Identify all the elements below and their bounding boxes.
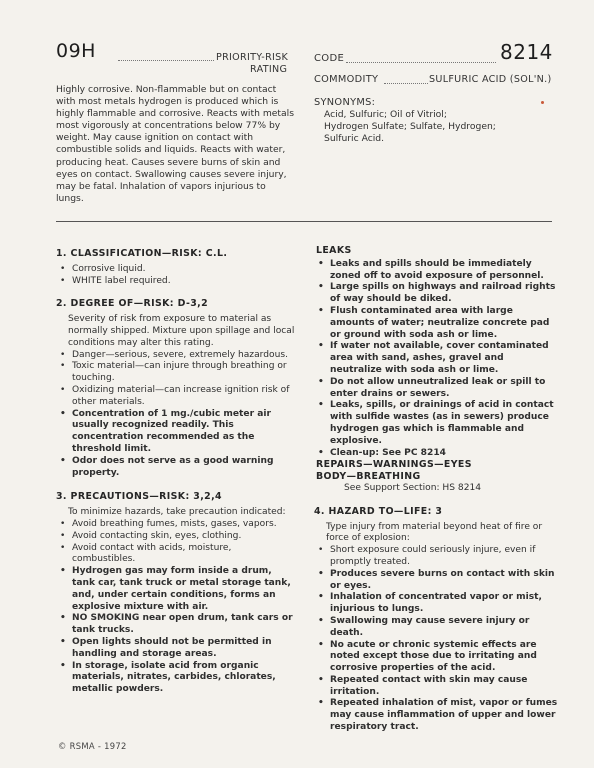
repairs-heading: REPAIRS—WARNINGS—EYES (316, 459, 472, 471)
list-item: • In storage, isolate acid from organic materials, nitrates, carbides, chlorates, metallic powders. (60, 660, 276, 695)
repairs-heading: BODY—BREATHING (316, 471, 421, 483)
list-item: • Open lights should not be permitted in handling and storage areas. (60, 636, 272, 659)
leader-line (346, 62, 496, 63)
list-item: • Danger—serious, severe, extremely hazardous. (60, 349, 288, 360)
list-item: • If water not available, cover contaminated area with sand, ashes, gravel and neutralize with soda ash or lime. (318, 341, 549, 375)
synonyms-list (324, 109, 496, 145)
list-item: • WHITE label required. (60, 275, 171, 286)
section-intro: To minimize hazards, take precaution indicated: (68, 507, 286, 518)
commodity-value: SULFURIC ACID (SOL'N.) (429, 74, 552, 85)
synonym-line: Acid, Sulfuric; Oil of Vitriol; (324, 109, 447, 120)
list-item: • No acute or chronic systemic effects are noted except those due to irritating and corrosive properties of the acid. (318, 639, 537, 674)
list-item: • Oxidizing material—can increase ignition risk of other materials. (60, 384, 290, 407)
section-precautions (56, 491, 296, 696)
list-item: • Produces severe burns on contact with skin or eyes. (318, 568, 555, 591)
section-heading: 1. CLASSIFICATION—RISK: C.L. (56, 248, 228, 259)
list-item: • Odor does not serve as a good warning property. (60, 455, 274, 478)
list-item: • Hydrogen gas may form inside a drum, tank car, tank truck or metal storage tank, and, under certain conditions, forms an explosive mixture with air. (60, 566, 291, 612)
list-item: • Toxic material—can injure through breathing or touching. (60, 361, 287, 384)
leader-line (118, 60, 214, 61)
section-intro: Type injury from material beyond heat of fire or force of explosion: (326, 521, 543, 544)
list-item: • Inhalation of concentrated vapor or mist, injurious to lungs. (318, 592, 542, 615)
list-item: • Leaks, spills, or drainings of acid in contact with sulfide wastes (as in sewers) produce hydrogen gas which is flammable and explosive. (318, 400, 554, 446)
list-item: • Avoid contact with acids, moisture, combustibles. (60, 542, 232, 565)
synonym-line: Hydrogen Sulfate; Sulfate, Hydrogen; (324, 121, 496, 133)
list-item: • Repeated contact with skin may cause irritation. (318, 674, 528, 697)
right-column (314, 245, 558, 734)
ink-mark (541, 101, 544, 104)
section-heading: 4. HAZARD TO—LIFE: 3 (314, 505, 443, 517)
list-item: • Do not allow unneutralized leak or spill to enter drains or sewers. (318, 376, 546, 399)
code-left: 09H (56, 40, 96, 62)
list-item: • Clean-up: See PC 8214 (318, 447, 446, 458)
section-heading: 3. PRECAUTIONS—RISK: 3,2,4 (56, 491, 222, 503)
list-item: • Repeated inhalation of mist, vapor or fumes may cause inflammation of upper and lower respiratory tract. (318, 698, 558, 733)
list-item: • Short exposure could seriously injure, even if promptly treated. (318, 545, 536, 567)
leader-line (384, 83, 428, 84)
section-classification (56, 248, 296, 287)
list-item: • Corrosive liquid. (60, 263, 146, 274)
code-label: CODE (314, 53, 345, 64)
copyright-footer: © RSMA - 1972 (58, 741, 127, 751)
repairs-text: See Support Section: HS 8214 (344, 482, 482, 493)
list-item: • Avoid breathing fumes, mists, gases, vapors. (60, 518, 277, 529)
code-number: 8214 (500, 40, 553, 64)
list-item: • Flush contaminated area with large amounts of water; neutralize concrete pad or ground with soda ash or lime. (318, 305, 550, 340)
left-column (56, 248, 296, 696)
commodity-label: COMMODITY (314, 74, 379, 85)
section-hazard (314, 506, 558, 734)
list-item: • Large spills on highways and railroad rights of way should be diked. (318, 282, 556, 305)
section-leaks (314, 245, 558, 495)
section-heading: LEAKS (316, 245, 352, 256)
horizontal-rule (56, 221, 552, 222)
priority-label: PRIORITY-RISK (216, 52, 289, 63)
synonyms-label: SYNONYMS: (314, 97, 376, 108)
list-item: • Swallowing may cause severe injury or death. (318, 615, 530, 638)
section-heading: 2. DEGREE OF—RISK: D-3,2 (56, 298, 209, 310)
rating-label: RATING (250, 64, 288, 75)
list-item: • Avoid contacting skin, eyes, clothing. (60, 530, 242, 541)
list-item: • NO SMOKING near open drum, tank cars or tank trucks. (60, 613, 293, 636)
list-item: • Concentration of 1 mg./cubic meter air usually recognized readily. This concentration recommended as the threshold limit. (60, 408, 271, 454)
intro-paragraph: Highly corrosive. Non-flammable but on contact with most metals hydrogen is produced which is highly flammable and corrosive. Reacts with metals most vigorously at concentrations below 77% by weight. May cause ignition on contact with combustible solids and liquids. Reacts with water, producing heat. Causes severe burns of skin and eyes on contact. Swallowing causes severe injury, may be fatal. Inhalation of vapors injurious to lungs. (56, 84, 295, 204)
section-degree (56, 298, 296, 479)
synonym-line: Sulfuric Acid. (324, 133, 385, 145)
section-intro: Severity of risk from exposure to material as normally shipped. Mixture upon spillage and local conditions may alter this rating. (68, 314, 295, 348)
list-item: • Leaks and spills should be immediately zoned off to avoid exposure of personnel. (318, 258, 544, 281)
